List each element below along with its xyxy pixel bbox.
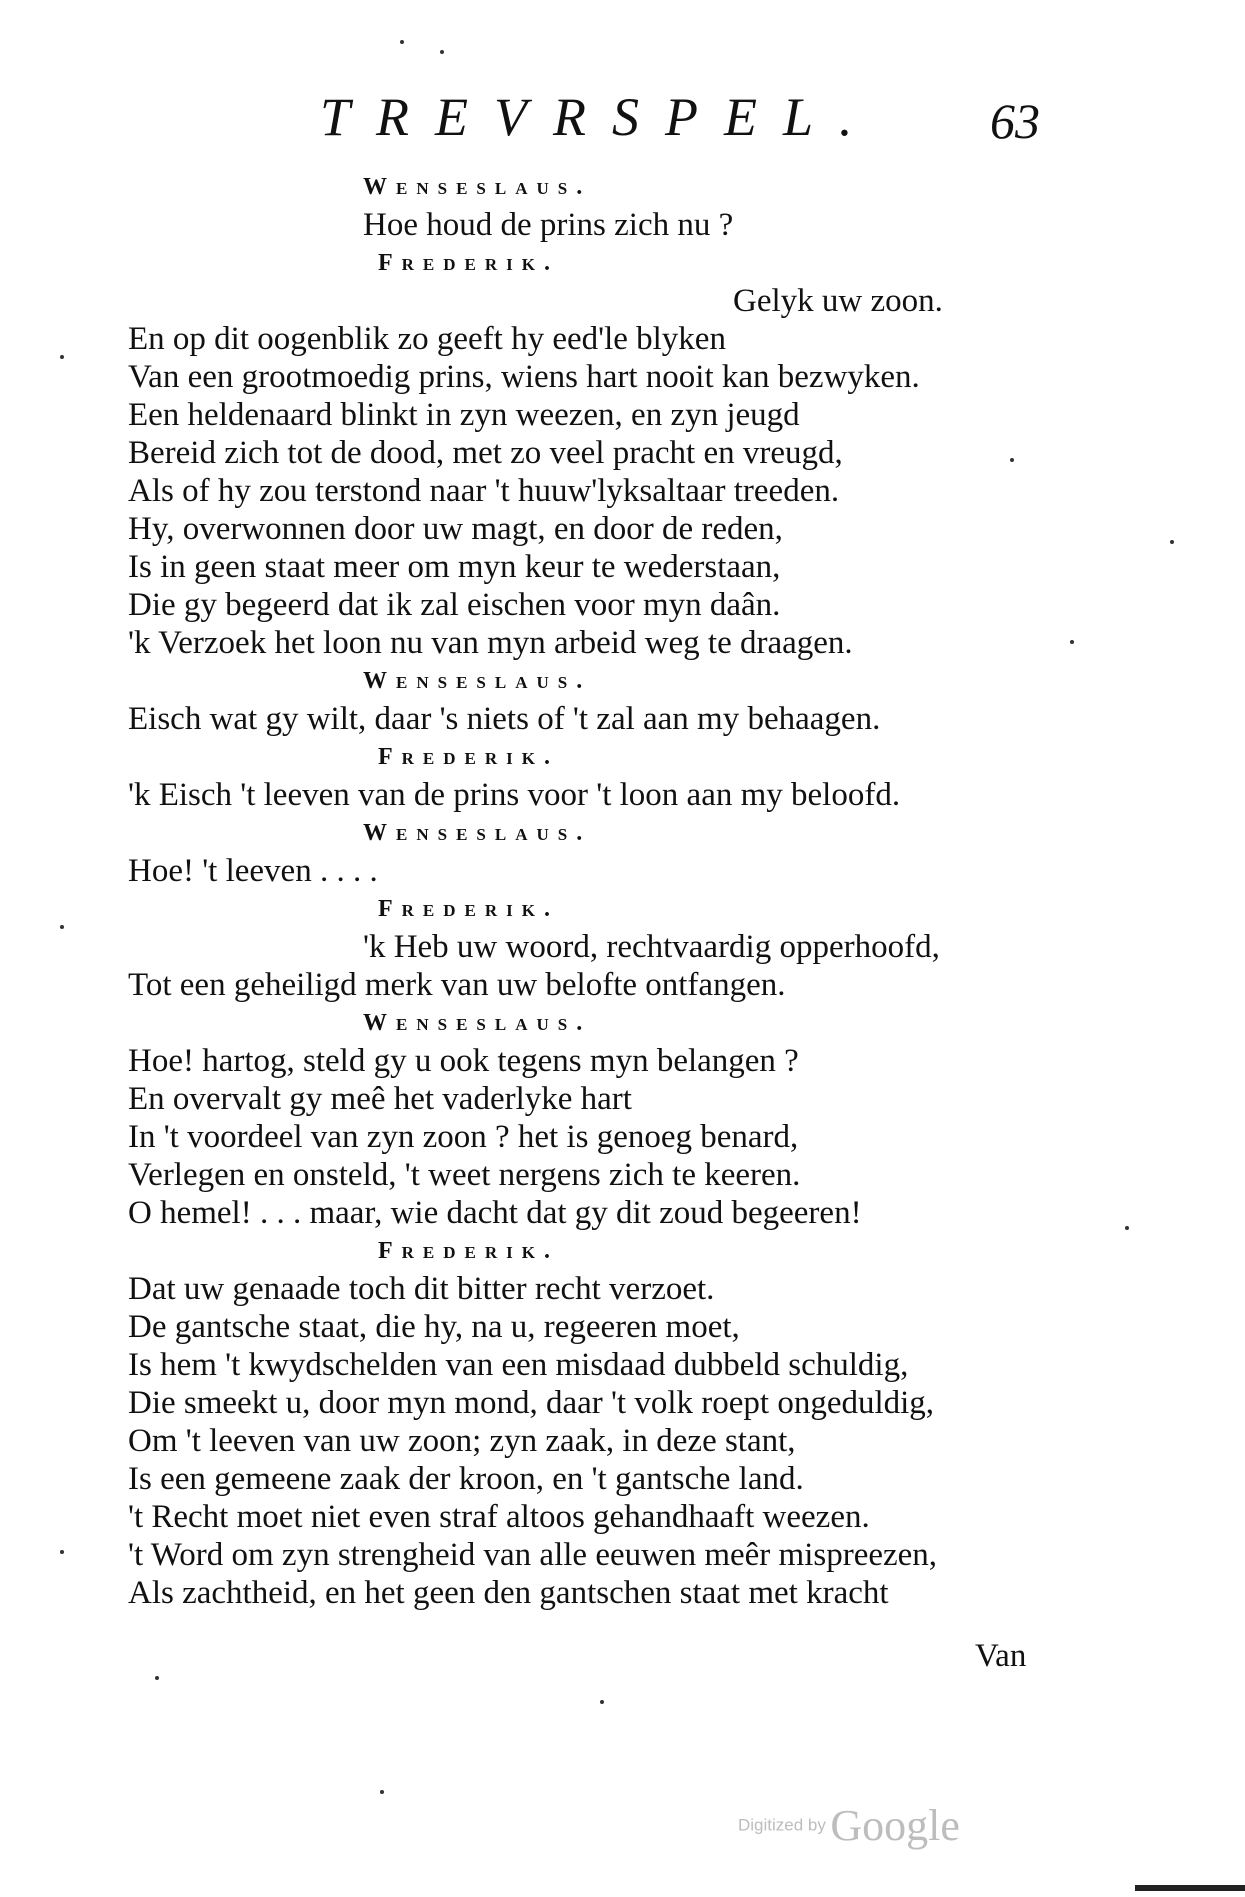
verse-line: Verlegen en onsteld, 't weet nergens zich te keeren. [128, 1157, 801, 1193]
verse-line: Die smeekt u, door myn mond, daar 't volk roept ongeduldig, [128, 1385, 935, 1421]
verse-line: 't Recht moet niet even straf altoos gehandhaaft weezen. [128, 1499, 870, 1535]
verse-line: Is hem 't kwydschelden van een misdaad dubbeld schuldig, [128, 1347, 909, 1383]
verse-line: Hy, overwonnen door uw magt, en door de reden, [128, 511, 783, 547]
verse-line: De gantsche staat, die hy, na u, regeeren moet, [128, 1309, 740, 1345]
verse-line: In 't voordeel van zyn zoon ? het is genoeg benard, [128, 1119, 799, 1155]
verse-line: Gelyk uw zoon. [733, 283, 943, 319]
digitized-watermark [738, 1800, 960, 1851]
verse-line: Hoe! hartog, steld gy u ook tegens myn belangen ? [128, 1043, 799, 1079]
verse-line: Hoe! 't leeven . . . . [128, 853, 378, 889]
google-logo: Google [830, 1801, 960, 1850]
verse-line: En op dit oogenblik zo geeft hy eed'le blyken [128, 321, 726, 357]
speaker-name: Frederik. [378, 250, 560, 276]
verse-line: 'k Eisch 't leeven van de prins voor 't loon aan my beloofd. [128, 777, 901, 813]
speaker-name: Wenseslaus. [363, 668, 592, 694]
verse-line: Als zachtheid, en het geen den gantschen staat met kracht [128, 1575, 889, 1611]
running-head: TREVRSPEL. [320, 87, 879, 147]
verse-line: 'k Verzoek het loon nu van myn arbeid weg te draagen. [128, 625, 853, 661]
verse-line: Bereid zich tot de dood, met zo veel pracht en vreugd, [128, 435, 843, 471]
verse-line: Is een gemeene zaak der kroon, en 't gantsche land. [128, 1461, 804, 1497]
verse-line: Is in geen staat meer om myn keur te wederstaan, [128, 549, 781, 585]
speaker-name: Wenseslaus. [363, 174, 592, 200]
verse-line: Dat uw genaade toch dit bitter recht verzoet. [128, 1271, 715, 1307]
speaker-name: Wenseslaus. [363, 820, 592, 846]
verse-line: Om 't leeven van uw zoon; zyn zaak, in deze stant, [128, 1423, 796, 1459]
page-number: 63 [990, 93, 1040, 149]
verse-line: Hoe houd de prins zich nu ? [363, 207, 734, 243]
verse-line: Eisch wat gy wilt, daar 's niets of 't zal aan my behaagen. [128, 701, 881, 737]
verse-line: Die gy begeerd dat ik zal eischen voor myn daân. [128, 587, 781, 623]
verse-line: Een heldenaard blinkt in zyn weezen, en zyn jeugd [128, 397, 800, 433]
watermark-prefix: Digitized by [738, 1815, 826, 1835]
speaker-name: Frederik. [378, 1238, 560, 1264]
verse-line: 'k Heb uw woord, rechtvaardig opperhoofd, [363, 929, 940, 965]
speaker-name: Wenseslaus. [363, 1010, 592, 1036]
text-block [128, 168, 1068, 1612]
verse-line: Van een grootmoedig prins, wiens hart nooit kan bezwyken. [128, 359, 920, 395]
speaker-name: Frederik. [378, 896, 560, 922]
verse-line: 't Word om zyn strengheid van alle eeuwen meêr mispreezen, [128, 1537, 938, 1573]
verse-line: Als of hy zou terstond naar 't huuw'lyksaltaar treeden. [128, 473, 840, 509]
bottom-rule [1135, 1885, 1245, 1891]
speaker-name: Frederik. [378, 744, 560, 770]
verse-line: Tot een geheiligd merk van uw belofte ontfangen. [128, 967, 786, 1003]
verse-line: En overvalt gy meê het vaderlyke hart [128, 1081, 632, 1117]
verse-line: O hemel! . . . maar, wie dacht dat gy dit zoud begeeren! [128, 1195, 862, 1231]
catchword: Van [975, 1638, 1027, 1674]
